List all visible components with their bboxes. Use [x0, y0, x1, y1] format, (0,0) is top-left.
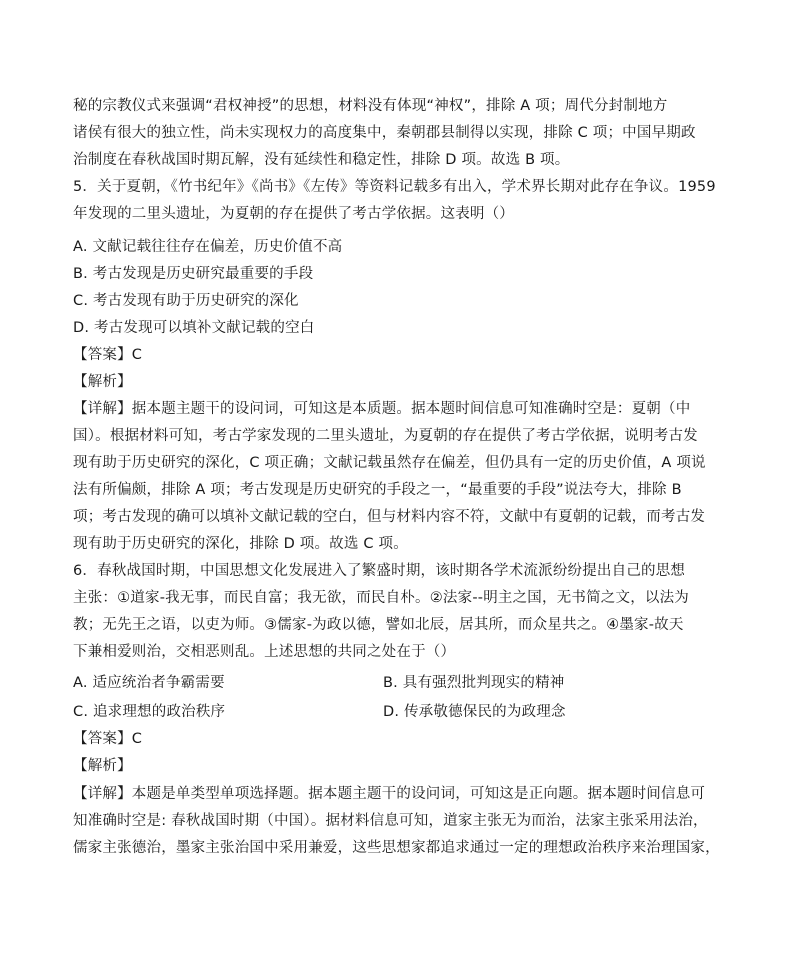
option-d: D. 传承敬德保民的为政理念 [383, 704, 566, 720]
analysis-label: 【解析】 [73, 374, 132, 390]
detail-line: 国）。根据材料可知，考古学家发现的二里头遗址，为夏朝的存在提供了考古学依据，说明考古发 [73, 428, 698, 444]
detail-line: 儒家主张德治，墨家主张治国中采用兼爱，这些思想家都追求通过一定的理想政治秩序来治理国家， [73, 840, 720, 856]
answer-label: 【答案】C [73, 731, 143, 747]
detail-line: 法有所偏颇，排除 A 项；考古发现是历史研究的手段之一，“最重要的手段”说法夸大，排除 B [73, 482, 682, 498]
detail-line: 【详解】本题是单类型单项选择题。据本题主题干的设问词，可知这是正向题。据本题时间信息可 [73, 786, 706, 802]
analysis-label: 【解析】 [73, 758, 132, 774]
text-line: 秘的宗教仪式来强调“君权神授”的思想，材料没有体现“神权”，排除 A 项；周代分封制地方 [73, 98, 668, 114]
text-line: 诸侯有很大的独立性，尚未实现权力的高度集中，秦朝郡县制得以实现，排除 C 项；中国早期政 [73, 125, 696, 141]
question-6-stem: 主张：①道家-我无事，而民自富；我无欲，而民自朴。②法家--明主之国，无书简之文，以法为 [73, 590, 689, 606]
option-c: C. 追求理想的政治秩序 [73, 704, 226, 720]
question-6-stem: 教；无先王之语，以吏为师。③儒家-为政以德，譬如北辰，居其所，而众星共之。④墨家-故天 [73, 617, 684, 633]
option-a: A. 适应统治者争霸需要 [73, 675, 225, 691]
question-5-stem: 5．关于夏朝，《竹书纪年》《尚书》《左传》等资料记载多有出入，学术界长期对此存在争议。1959 [73, 179, 716, 195]
detail-line: 现有助于历史研究的深化，C 项正确；文献记载虽然存在偏差，但仍具有一定的历史价值，A 项说 [73, 455, 706, 471]
answer-label: 【答案】C [73, 347, 143, 363]
text-line: 治制度在春秋战国时期瓦解，没有延续性和稳定性，排除 D 项。故选 B 项。 [73, 152, 570, 168]
detail-line: 知准确时空是: 春秋战国时期（中国）。据材料信息可知，道家主张无为而治，法家主张采用法治， [73, 813, 708, 829]
option-d: D. 考古发现可以填补文献记载的空白 [73, 320, 315, 336]
detail-line: 项；考古发现的确可以填补文献记载的空白，但与材料内容不符，文献中有夏朝的记载，而考古发 [73, 509, 706, 525]
option-a: A. 文献记载往往存在偏差，历史价值不高 [73, 239, 343, 255]
option-b: B. 具有强烈批判现实的精神 [383, 675, 565, 691]
detail-line: 现有助于历史研究的深化，排除 D 项。故选 C 项。 [73, 536, 408, 552]
option-b: B. 考古发现是历史研究最重要的手段 [73, 266, 314, 282]
detail-line: 【详解】据本题主题干的设问词，可知这是本质题。据本题时间信息可知准确时空是：夏朝（中 [73, 401, 691, 417]
question-5-stem: 年发现的二里头遗址，为夏朝的存在提供了考古学依据。这表明（） [73, 206, 514, 222]
question-6-stem: 6．春秋战国时期，中国思想文化发展进入了繁盛时期，该时期各学术流派纷纷提出自己的思想 [73, 563, 686, 579]
question-6-stem: 下兼相爱则治，交相恶则乱。上述思想的共同之处在于（） [73, 644, 456, 660]
option-c: C. 考古发现有助于历史研究的深化 [73, 293, 299, 309]
